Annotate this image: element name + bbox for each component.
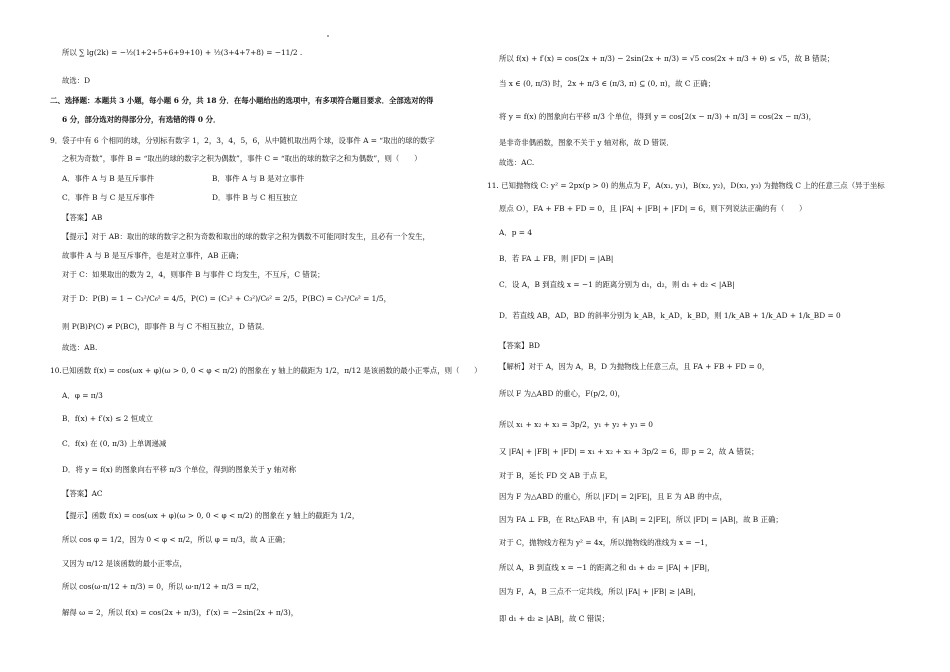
q10-hint-1: 【提示】函数 f(x) = cos(ωx + φ)(ω > 0, 0 < φ < π/2) 的图象在 y 轴上的截距为 1/2， [62,511,360,520]
q10-hint-8: 将 y = f(x) 的图象向右平移 π/3 个单位，得到 y = cos[2(x − π/3) + π/3] = cos(2x − π/3)， [499,112,816,121]
q10-option-d: D．将 y = f(x) 的图象向右平移 π/3 个单位，得到的图象关于 y 轴对称 [62,465,296,474]
q9-hint-3: 对于 C：如果取出的数为 2，4，则事件 B 与事件 C 均发生，不互斥，C 错误； [62,270,325,279]
q9-hint-2: 故事件 A 与 B 是互斥事件，也是对立事件，AB 正确； [62,251,244,260]
q11-option-a: A．p = 4 [499,228,533,237]
q10-conclusion: 故选：AC. [499,158,535,167]
q11-solution-5: 对于 B，延长 FD 交 AB 于点 E， [499,471,613,480]
q9-conclusion: 故选：AB. [62,343,98,352]
q10-stem: 10.已知函数 f(x) = cos(ωx + φ)(ω > 0, 0 < φ < π/2) 的图象在 y 轴上的截距为 1/2，π/12 是该函数的最小正零点，则（ ） [50,366,482,375]
q9-hint-4: 对于 D：P(B) = 1 − C₃²/C₆² = 4/5，P(C) = (C₃² + C₃²)/C₆² = 2/5，P(BC) = C₃²/C₆² = 1/5， [62,294,391,303]
q9-stem-cont: 之积为奇数”，事件 B = “取出的球的数字之积为偶数”，事件 C = “取出的球的数字之和为偶数”，则（ ） [62,154,422,163]
q10-option-c: C．f(x) 在 (0, π/3) 上单调递减 [62,439,167,448]
q11-option-c: C．设 A，B 到直线 x = −1 的距离分别为 d₁，d₂，则 d₁ + d₂ < |AB| [499,280,735,289]
q9-answer: 【答案】AB [62,213,103,222]
q11-solution-3: 所以 x₁ + x₂ + x₃ = 3p/2，y₁ + y₂ + y₃ = 0 [499,420,654,429]
q11-solution-8: 对于 C，抛物线方程为 y² = 4x，所以抛物线的准线为 x = −1， [499,538,713,547]
q11-solution-6: 因为 F 为△ABD 的重心，所以 |FD| = 2|FE|，且 E 为 AB 的中点， [499,492,727,501]
q10-hint-2: 所以 cos φ = 1/2，因为 0 < φ < π/2，所以 φ = π/3，故 A 正确； [62,535,290,544]
page-marker-dot [327,35,329,37]
q11-option-d: D．若直线 AB，AD，BD 的斜率分别为 k_AB，k_AD，k_BD，则 1/k_AB + 1/k_AD + 1/k_BD = 0 [499,311,841,320]
q10-option-b: B．f(x) + f′(x) ≤ 2 恒成立 [62,414,153,423]
q11-stem-cont: 原点 O），FA + FB + FD = 0，且 |FA| + |FB| + |FD| = 6，则下列说法正确的有（ ） [499,204,807,213]
sum-result-line: 所以 ∑ lg(2k) = −½(1+2+5+6+9+10) + ½(3+4+7+8) = −11/2 . [62,48,303,57]
q11-solution-9: 所以 A，B 到直线 x = −1 的距离之和 d₁ + d₂ = |FA| + |FB|， [499,563,715,572]
q11-solution-10: 因为 F，A，B 三点不一定共线，所以 |FA| + |FB| ≥ |AB|， [499,587,701,596]
q10-option-a: A．φ = π/3 [62,391,103,400]
q10-hint-4: 所以 cos(ω·π/12 + π/3) = 0，所以 ω·π/12 + π/3 = π/2， [62,582,264,591]
q9-hint-5: 则 P(B)P(C) ≠ P(BC)，即事件 B 与 C 不相互独立，D 错误． [62,322,270,331]
q11-stem: 11. 已知抛物线 C: y² = 2px(p > 0) 的焦点为 F，A(x₁, y₁)，B(x₂, y₂)，D(x₃, y₃) 为抛物线 C 上的任意三点（异于坐标 [487,181,885,190]
q10-hint-6: 所以 f(x) + f′(x) = cos(2x + π/3) − 2sin(2x + π/3) = √5 cos(2x + π/3 + θ) ≤ √5，故 B 错误； [499,54,835,63]
q9-option-c: C．事件 B 与 C 是互斥事件 [62,193,155,202]
q9-option-b: B．事件 A 与 B 是对立事件 [212,174,305,183]
q10-hint-9: 是非奇非偶函数，图象不关于 y 轴对称，故 D 错误． [499,138,674,147]
q10-hint-5: 解得 ω = 2，所以 f(x) = cos(2x + π/3)，f′(x) = −2sin(2x + π/3)， [62,608,299,617]
q11-option-b: B．若 FA ⊥ FB，则 |FD| = |AB| [499,254,614,263]
q9-option-d: D．事件 B 与 C 相互独立 [212,193,298,202]
q11-solution-4: 又 |FA| + |FB| + |FD| = x₁ + x₂ + x₃ + 3p/2 = 6，即 p = 2，故 A 错误； [499,447,759,456]
q11-solution-11: 即 d₁ + d₂ ≥ |AB|，故 C 错误； [499,614,609,623]
q9-hint-1: 【提示】对于 AB：取出的球的数字之积为奇数和取出的球的数字之积为偶数不可能同时发生，且必有一个发生， [62,232,430,241]
q11-solution-7: 因为 FA ⊥ FB，在 Rt△FAB 中，有 |AB| = 2|FE|，所以 |FD| = |AB|，故 B 正确； [499,515,783,524]
section-heading-cont: 6 分，部分选对的得部分分，有选错的得 0 分． [62,115,221,124]
section-heading: 二、选择题：本题共 3 小题，每小题 6 分，共 18 分．在每小题给出的选项中，有多项符合题目要求．全部选对的得 [50,96,434,105]
q10-answer: 【答案】AC [62,489,103,498]
q10-hint-7: 当 x ∈ (0, π/3) 时，2x + π/3 ∈ (π/3, π) ⊆ (0, π)，故 C 正确； [499,79,716,88]
q11-solution-1: 【解析】对于 A，因为 A，B，D 为抛物线上任意三点，且 FA + FB + FD = 0， [499,362,770,371]
answer-choice-d: 故选：D [62,76,91,85]
q11-solution-2: 所以 F 为△ABD 的重心，F(p/2, 0)， [499,389,625,398]
q11-answer: 【答案】BD [499,341,540,350]
q9-option-a: A．事件 A 与 B 是互斥事件 [62,174,155,183]
q10-hint-3: 又因为 π/12 是该函数的最小正零点， [62,559,187,568]
q9-stem: 9．袋子中有 6 个相同的球，分别标有数字 1，2，3，4，5，6，从中随机取出两个球，设事件 A = “取出的球的数字 [50,136,435,145]
